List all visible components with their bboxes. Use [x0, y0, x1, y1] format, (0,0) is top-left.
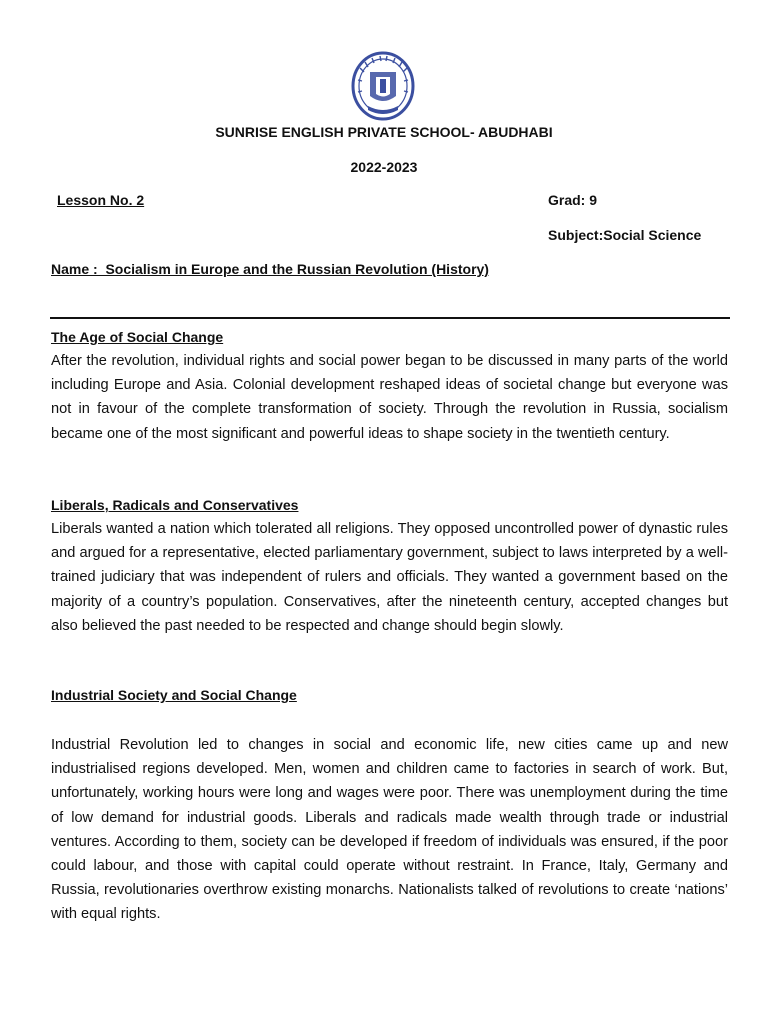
lesson-number: Lesson No. 2 [57, 192, 145, 208]
section-body-age-of-social-change: After the revolution, individual rights and social power began to be discussed in many parts of the world including Europe and Asia. Colonial development reshaped ideas of societal change but everyone was not in favour of the complete transformation of society. Through the revolution in Russia, socialism became one of the most significant and powerful ideas to shape society in the twentieth century. [51, 353, 728, 442]
section-heading-liberals-radicals-conservatives: Liberals, Radicals and Conservatives [51, 497, 299, 513]
subject-label: Subject:Social Science [548, 227, 702, 243]
academic-year: 2022-2023 [350, 159, 418, 175]
grade-label: Grad: 9 [548, 192, 598, 208]
school-crest-logo [350, 50, 416, 124]
section-body-industrial-society: Industrial Revolution led to changes in social and economic life, new cities came up and new industrialised regions developed. Men, women and children came to factories in search of work. But, unfortunately, working hours were long and wages were poor. There was unemployment during the time of low demand for industrial goods. Liberals and radicals made wealth through trade or industrial ventures. According to them, society can be developed if freedom of individuals was ensured, if the poor could labour, and those with capital could operate without restraint. In France, Italy, Germany and Russia, revolutionaries overthrow existing monarchs. Nationalists talked of revolutions to create ‘nations’ with equal rights. [51, 737, 728, 923]
section-heading-industrial-society: Industrial Society and Social Change [51, 687, 297, 703]
school-name: SUNRISE ENGLISH PRIVATE SCHOOL- ABUDHABI [215, 124, 553, 140]
header-divider [50, 317, 730, 319]
section-body-liberals-radicals-conservatives: Liberals wanted a nation which tolerated all religions. They opposed uncontrolled power of dynastic rules and argued for a representative, elected parliamentary government, subject to laws interpreted by a well-trained judiciary that was independent of rulers and officials. They wanted a government based on the majority of a country’s population. Conservatives, after the nineteenth century, accepted changes but also believed the past needed to be respected and change should begin slowly. [51, 521, 728, 634]
lesson-topic: Name : Socialism in Europe and the Russian Revolution (History) [51, 261, 489, 277]
section-heading-age-of-social-change: The Age of Social Change [51, 329, 224, 345]
